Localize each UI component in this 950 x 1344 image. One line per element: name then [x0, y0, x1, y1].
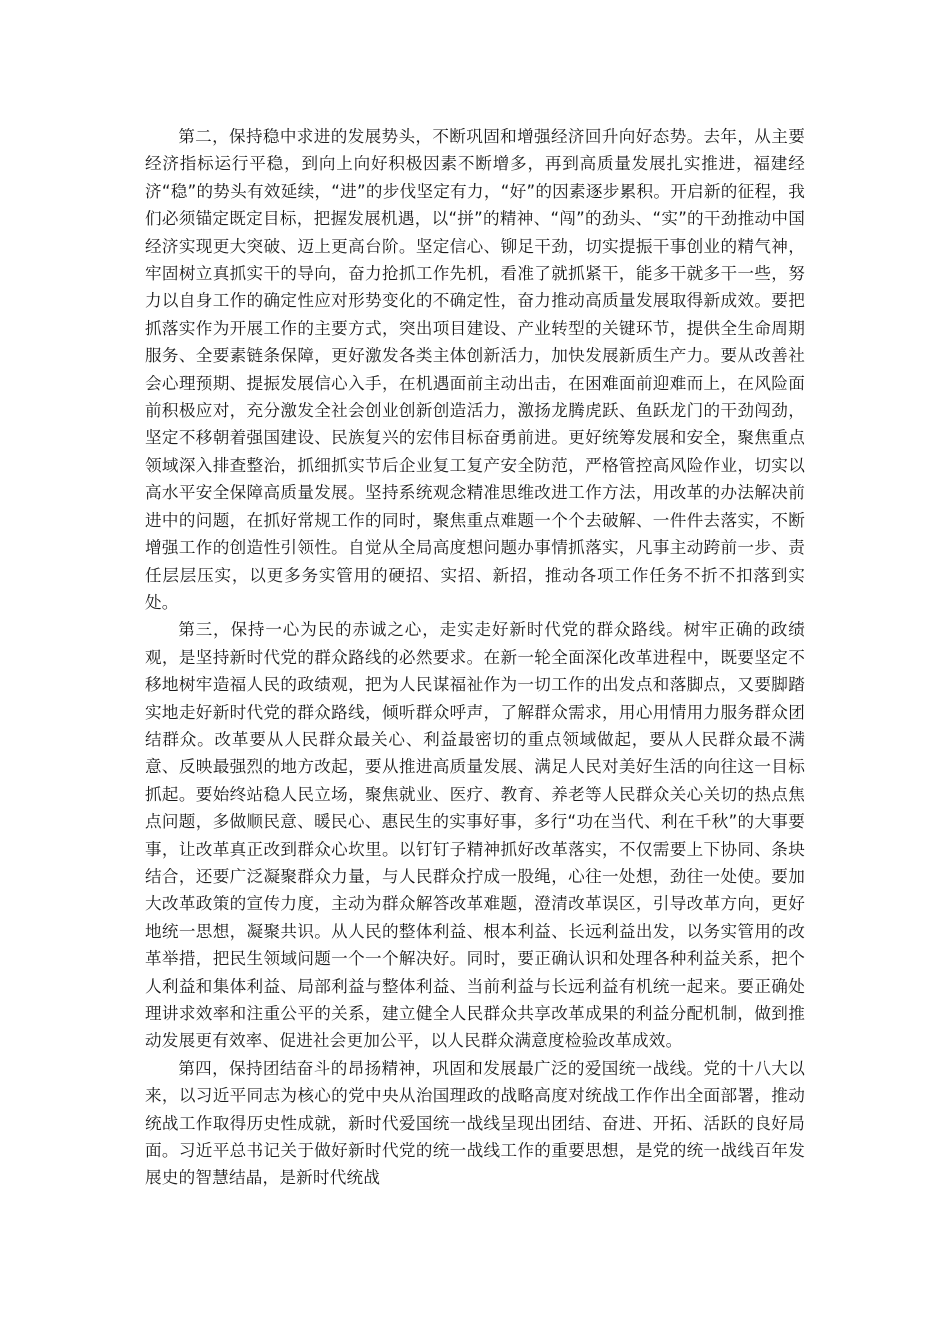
paragraph-third: 第三，保持一心为民的赤诚之心，走实走好新时代党的群众路线。树牢正确的政绩观，是坚持新时代党的群众路线的必然要求。在新一轮全面深化改革进程中，既要坚定不移地树牢造福人民的政绩观，把为人民谋福祉作为一切工作的出发点和落脚点，又要脚踏实地走好新时代党的群众路线，倾听群众呼声，了解群众需求，用心用情用力服务群众团结群众。改革要从人民群众最关心、利益最密切的重点领域做起，要从人民群众最不满意、反映最强烈的地方改起，要从推进高质量发展、满足人民对美好生活的向往这一目标抓起。要始终站稳人民立场，聚焦就业、医疗、教育、养老等人民群众关心关切的热点焦点问题，多做顺民意、暖民心、惠民生的实事好事，多行“功在当代、利在千秋”的大事要事，让改革真正改到群众心坎里。以钉钉子精神抓好改革落实，不仅需要上下协同、条块结合，还要广泛凝聚群众力量，与人民群众拧成一股绳，心往一处想，劲往一处使。要加大改革政策的宣传力度，主动为群众解答改革难题，澄清改革误区，引导改革方向，更好地统一思想，凝聚共识。从人民的整体利益、根本利益、长远利益出发，以务实管用的改革举措，把民生领域问题一个一个解决好。同时，要正确认识和处理各种利益关系，把个人利益和集体利益、局部利益与整体利益、当前利益与长远利益有机统一起来。要正确处理讲求效率和注重公平的关系，建立健全人民群众共享改革成果的利益分配机制，做到推动发展更有效率、促进社会更加公平，以人民群众满意度检验改革成效。 [145, 620, 805, 1051]
paragraph-second: 第二，保持稳中求进的发展势头，不断巩固和增强经济回升向好态势。去年，从主要经济指标运行平稳，到向上向好积极因素不断增多，再到高质量发展扎实推进，福建经济“稳”的势头有效延续，“进”的步伐坚定有力，“好”的因素逐步累积。开启新的征程，我们必须锚定既定目标，把握发展机遇，以“拼”的精神、“闯”的劲头、“实”的干劲推动中国经济实现更大突破、迈上更高台阶。坚定信心、铆足干劲，切实提振干事创业的精气神，牢固树立真抓实干的导向，奋力抢抓工作先机，看准了就抓紧干，能多干就多干一些，努力以自身工作的确定性应对形势变化的不确定性，奋力推动高质量发展取得新成效。要把抓落实作为开展工作的主要方式，突出项目建设、产业转型的关键环节，提供全生命周期服务、全要素链条保障，更好激发各类主体创新活力，加快发展新质生产力。要从改善社会心理预期、提振发展信心入手，在机遇面前主动出击，在困难面前迎难而上，在风险面前积极应对，充分激发全社会创业创新创造活力，激扬龙腾虎跃、鱼跃龙门的干劲闯劲，坚定不移朝着强国建设、民族复兴的宏伟目标奋勇前进。更好统筹发展和安全，聚焦重点领域深入排查整治，抓细抓实节后企业复工复产安全防范，严格管控高风险作业，切实以高水平安全保障高质量发展。坚持系统观念精准思维改进工作方法，用改革的办法解决前进中的问题，在抓好常规工作的同时，聚焦重点难题一个个去破解、一件件去落实，不断增强工作的创造性引领性。自觉从全局高度想问题办事情抓落实，凡事主动跨前一步、责任层层压实，以更多务实管用的硬招、实招、新招，推动各项工作任务不折不扣落到实处。 [145, 127, 805, 612]
paragraph-fourth: 第四，保持团结奋斗的昂扬精神，巩固和发展最广泛的爱国统一战线。党的十八大以来，以习近平同志为核心的党中央从治国理政的战略高度对统战工作作出全面部署，推动统战工作取得历史性成就，新时代爱国统一战线呈现出团结、奋进、开拓、活跃的良好局面。习近平总书记关于做好新时代党的统一战线工作的重要思想，是党的统一战线百年发展史的智慧结晶，是新时代统战 [145, 1058, 805, 1188]
document-body [145, 123, 805, 1192]
